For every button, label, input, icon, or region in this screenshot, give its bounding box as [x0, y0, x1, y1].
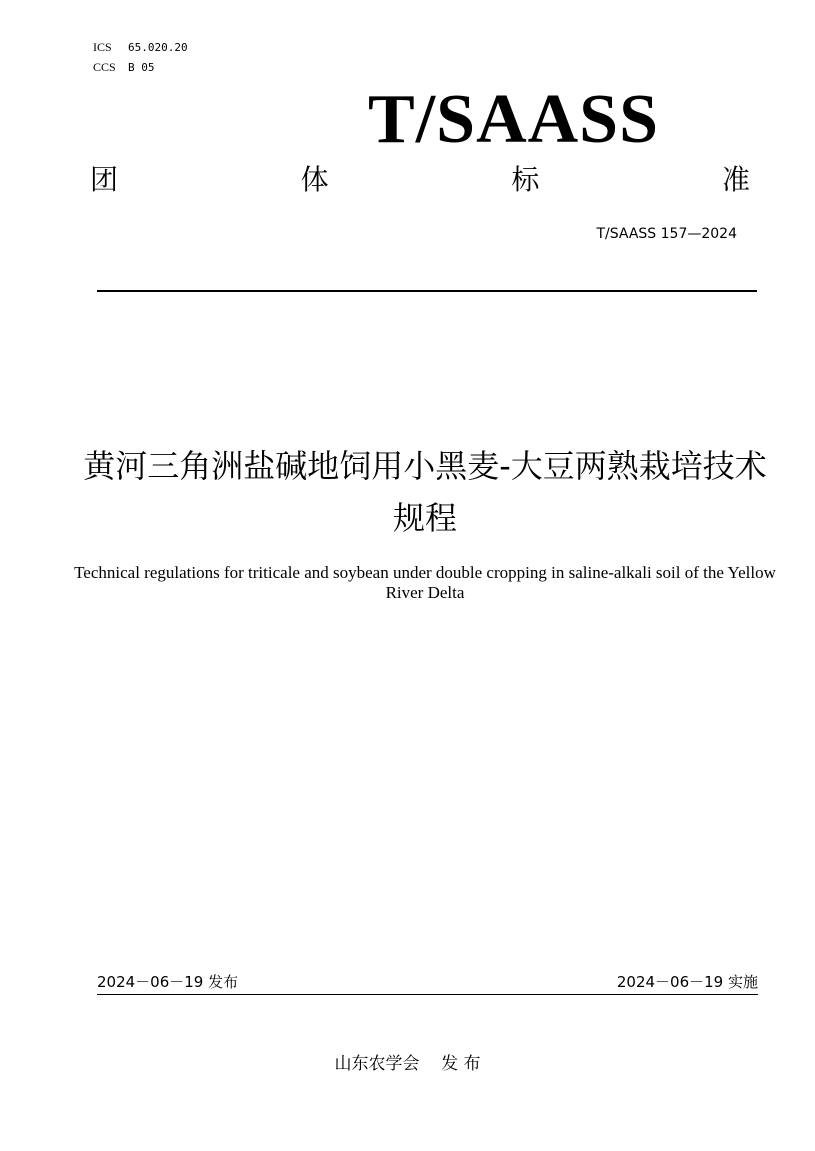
- english-title: Technical regulations for triticale and soybean under double cropping in saline-alkali soil of the Yellow River Delta: [74, 563, 776, 602]
- date-row: [97, 971, 758, 993]
- ics-label: ICS: [93, 40, 112, 54]
- implementation-date: 2024－06－19 实施: [616, 973, 758, 991]
- ics-line: [93, 40, 188, 55]
- release-date: 2024－06－19 发布: [97, 973, 239, 991]
- ccs-label: CCS: [93, 60, 116, 74]
- ccs-value: B 05: [128, 61, 155, 74]
- publisher: 山东农学会 发 布: [334, 1054, 481, 1074]
- group-standard-char: 团: [90, 163, 119, 196]
- group-standard-char: 标: [511, 163, 540, 196]
- group-standard-char: 准: [721, 163, 750, 196]
- chinese-title: 黄河三角洲盐碱地饲用小黑麦-大豆两熟栽培技术规程: [83, 447, 767, 537]
- bottom-divider: [97, 994, 758, 995]
- top-divider: [97, 290, 757, 292]
- ics-value: 65.020.20: [128, 41, 188, 54]
- ccs-line: [93, 60, 155, 75]
- standard-logo: T/SAASS: [368, 81, 660, 158]
- standard-number: T/SAASS 157—2024: [596, 226, 737, 242]
- group-standard-char: 体: [300, 163, 329, 196]
- group-standard-heading: [90, 160, 750, 200]
